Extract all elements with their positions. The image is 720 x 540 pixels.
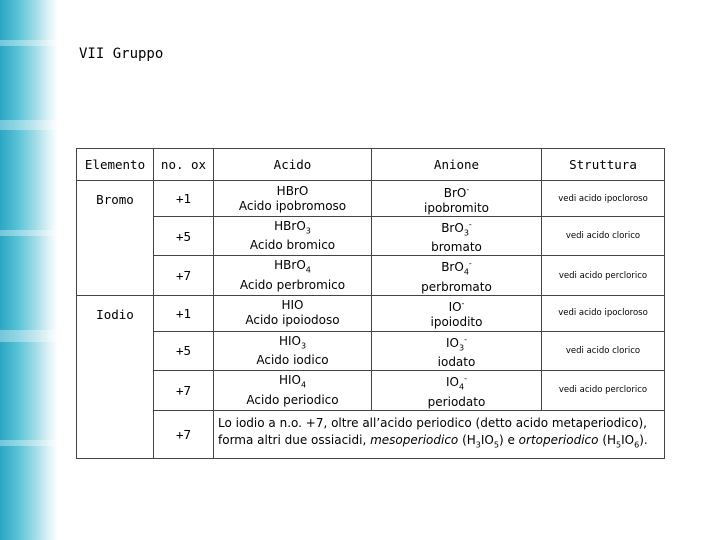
anion-cell (372, 331, 542, 370)
anion-name: iodato (437, 355, 476, 370)
table-row (77, 331, 665, 370)
ox-cell: +7 (154, 410, 214, 458)
structure-cell: vedi acido ipocloroso (542, 295, 665, 331)
acid-formula: HIO (278, 373, 301, 388)
acid-cell (214, 371, 372, 410)
anion-cell (372, 371, 542, 410)
acid-subscript: 3 (300, 341, 307, 351)
anion-charge: - (468, 259, 472, 269)
anion-charge: - (461, 299, 465, 309)
mesoperiodico-term: mesoperiodico (370, 432, 459, 447)
table-row (77, 181, 665, 217)
anion-formula: IO (446, 375, 459, 390)
table-row (77, 295, 665, 331)
structure-cell: vedi acido ipocloroso (542, 181, 665, 217)
acid-cell (214, 331, 372, 370)
table-row (77, 371, 665, 410)
periodic-acid-note: Lo iodio a n.o. +7, oltre all’acido periodico (detto acido metaperiodico), forma altri due ossiacidi, mesoperiodico $(H_3IO_5)$ e ortoperiodico $(H_5IO_6)$. (214, 410, 665, 458)
acid-formula: HIO (278, 333, 301, 348)
table-row (77, 217, 665, 256)
anion-name: periodato (427, 394, 486, 409)
structure-cell: vedi acido clorico (542, 217, 665, 256)
acid-subscript: 3 (305, 226, 311, 236)
acid-formula: HBrO (276, 183, 309, 198)
anion-charge: - (468, 220, 472, 229)
acid-formula: HIO (281, 298, 304, 313)
table-row (77, 410, 665, 458)
header-elemento: Elemento (77, 149, 154, 181)
oxyacid-table (76, 148, 665, 459)
acid-name: Acido ipoiodoso (245, 313, 340, 328)
acid-cell (214, 256, 372, 295)
anion-name: ipobromito (424, 200, 489, 215)
element-iodio: Iodio (77, 295, 154, 458)
anion-formula: IO (448, 300, 462, 315)
header-anione: Anione (372, 149, 542, 181)
ortoperiodico-term: ortoperiodico (518, 432, 599, 447)
ox-cell: +5 (154, 331, 214, 370)
ox-cell: +5 (154, 217, 214, 256)
anion-name: bromato (431, 240, 482, 255)
ox-cell: +1 (154, 295, 214, 331)
acid-formula: HBrO (274, 219, 306, 233)
anion-formula: BrO (441, 260, 464, 275)
anion-cell (372, 217, 542, 256)
acid-name: Acido periodico (246, 392, 339, 407)
anion-subscript: 4 (463, 267, 469, 277)
anion-subscript: 3 (463, 228, 469, 238)
header-acido: Acido (214, 149, 372, 181)
acid-name: Acido bromico (249, 238, 336, 253)
anion-charge: - (466, 184, 470, 194)
acid-cell (214, 217, 372, 256)
structure-cell: vedi acido clorico (542, 331, 665, 370)
table-row (77, 256, 665, 295)
anion-name: ipoiodito (430, 315, 483, 330)
element-bromo: Bromo (77, 181, 154, 296)
header-struttura: Struttura (542, 149, 665, 181)
acid-cell (214, 295, 372, 331)
anion-formula: IO (446, 335, 459, 350)
ox-cell: +7 (154, 256, 214, 295)
structure-cell: vedi acido perclorico (542, 256, 665, 295)
anion-formula: BrO (441, 221, 464, 235)
header-no-ox: no. ox (154, 149, 214, 181)
anion-cell (372, 181, 542, 217)
anion-charge: - (464, 374, 467, 384)
anion-formula: BrO (443, 185, 467, 200)
structure-cell: vedi acido perclorico (542, 371, 665, 410)
anion-cell (372, 256, 542, 295)
anion-cell (372, 295, 542, 331)
anion-name: perbromato (421, 279, 492, 294)
decorative-side-band (0, 0, 58, 540)
page-title: VII Gruppo (79, 46, 164, 62)
anion-subscript: 4 (459, 382, 465, 392)
acid-subscript: 4 (305, 265, 311, 275)
acid-name: Acido iodico (256, 353, 329, 368)
anion-subscript: 3 (459, 343, 465, 353)
acid-name: Acido ipobromoso (238, 198, 347, 213)
acid-subscript: 4 (300, 380, 307, 390)
ox-cell: +7 (154, 371, 214, 410)
acid-cell (214, 181, 372, 217)
acid-name: Acido perbromico (239, 277, 346, 292)
table-header-row (77, 149, 665, 181)
anion-charge: - (464, 334, 467, 344)
ox-cell: +1 (154, 181, 214, 217)
acid-formula: HBrO (274, 258, 306, 273)
